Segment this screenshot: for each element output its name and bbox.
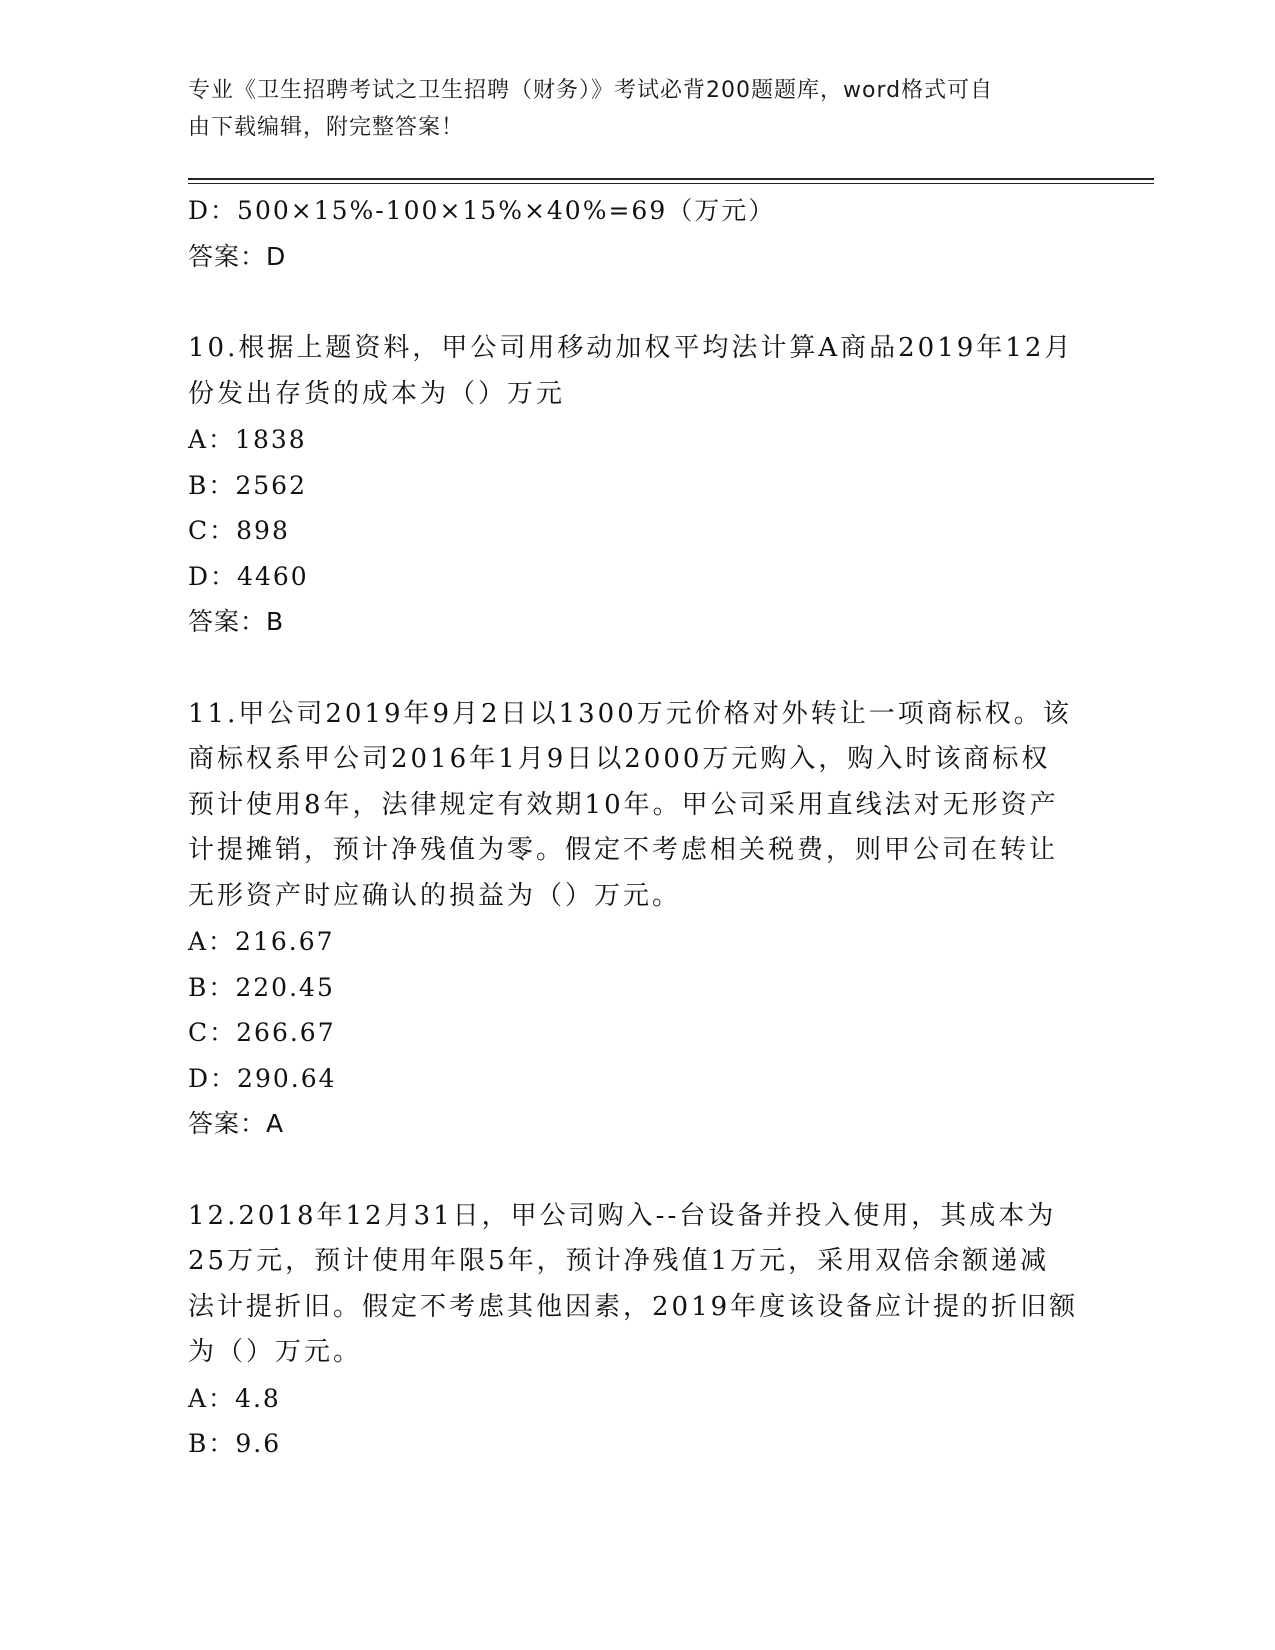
question-10 — [188, 326, 1088, 645]
option-c: C：266.67 — [188, 1018, 336, 1047]
stem-line: 无形资产时应确认的损益为（）万元。 — [188, 880, 682, 911]
answer-line: 答案：D — [188, 241, 287, 271]
option-a: A：4.8 — [188, 1383, 281, 1413]
question-11 — [188, 692, 1088, 1147]
stem-line: 10.根据上题资料，甲公司用移动加权平均法计算A商品2019年12月 — [188, 333, 1074, 363]
stem-line: 为（）万元。 — [188, 1337, 363, 1367]
option-b: B：2562 — [188, 470, 307, 500]
option-d: D：290.64 — [188, 1063, 337, 1093]
stem-line: 12.2018年12月31日，甲公司购入--台设备并投入使用，其成本为 — [188, 1200, 1057, 1231]
stem-line: 法计提折旧。假定不考虑其他因素，2019年度该设备应计提的折旧额 — [188, 1291, 1079, 1322]
question-stem — [188, 692, 1072, 920]
header-line-2: 由下载编辑，附完整答案！ — [188, 115, 465, 140]
answer-line: 答案：A — [188, 1109, 285, 1138]
question-spacer — [188, 1147, 1088, 1194]
stem-line: 11.甲公司2019年9月2日以1300万元价格对外转让一项商标权。该 — [188, 698, 1072, 729]
stem-line: 计提摊销，预计净残值为零。假定不考虑相关税费，则甲公司在转让 — [188, 835, 1059, 865]
question-list — [188, 188, 1088, 1467]
stem-line: 商标权系甲公司2016年1月9日以2000万元购入，购入时该商标权 — [188, 744, 1051, 774]
question-stem — [188, 326, 1074, 417]
question-12 — [188, 1194, 1088, 1467]
question-9-tail — [188, 188, 1088, 279]
document-header — [188, 72, 1068, 146]
stem-line: 份发出存货的成本为（）万元 — [188, 378, 566, 409]
option-d: D：4460 — [188, 561, 309, 591]
option-a: A：216.67 — [188, 927, 335, 956]
header-divider-thick — [188, 178, 1154, 180]
option-d: D：500×15%-100×15%×40%=69（万元） — [188, 196, 776, 225]
option-c: C：898 — [188, 516, 290, 545]
option-b: B：9.6 — [188, 1429, 282, 1458]
stem-line: 预计使用8年，法律规定有效期10年。甲公司采用直线法对无形资产 — [188, 789, 1059, 820]
stem-line: 25万元，预计使用年限5年，预计净残值1万元，采用双倍余额递减 — [188, 1246, 1050, 1276]
question-spacer — [188, 645, 1088, 692]
question-spacer — [188, 279, 1088, 326]
question-stem — [188, 1194, 1079, 1376]
option-b: B：220.45 — [188, 972, 335, 1002]
header-line-1: 专业《卫生招聘考试之卫生招聘（财务）》考试必背200题题库，word格式可自 — [188, 78, 994, 103]
header-divider-thin — [188, 183, 1154, 184]
option-a: A：1838 — [188, 425, 307, 454]
answer-line: 答案：B — [188, 607, 285, 636]
